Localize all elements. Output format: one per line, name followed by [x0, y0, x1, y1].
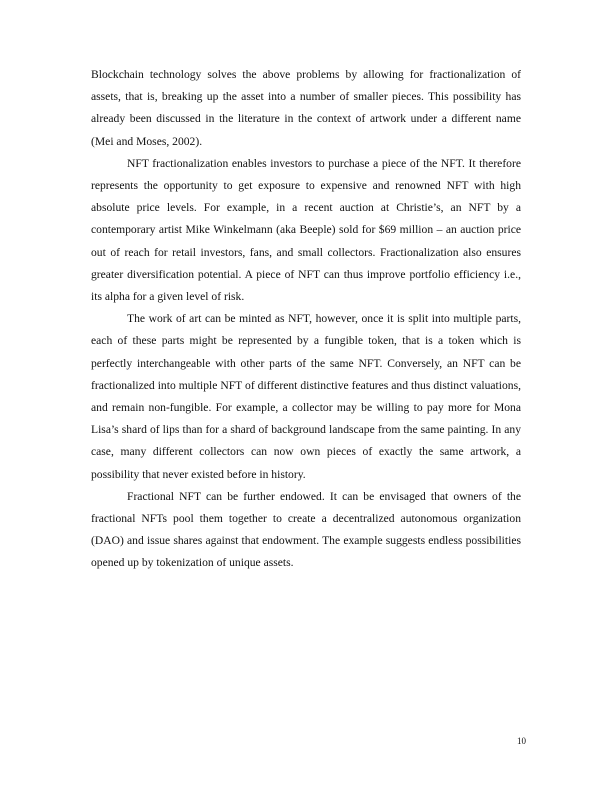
paragraph-endowment: Fractional NFT can be further endowed. It can be envisaged that owners of the fractional NFTs pool them together to create a decentralized autonomous organization (DAO) and issue shares against that endowment. The example suggests endless possibilities opened up by tokenization of unique assets. — [91, 489, 521, 570]
body-text — [91, 64, 521, 575]
paragraph-nft-fractionalization: NFT fractionalization enables investors to purchase a piece of the NFT. It therefore represents the opportunity to get exposure to expensive and renowned NFT with high absolute price levels. For example, in a recent auction at Christie’s, an NFT by a contemporary artist Mike Winkelmann (aka Beeple) sold for $69 million – an auction price out of reach for retail investors, fans, and small collectors. Fractionalization also ensures greater diversification potential. A piece of NFT can thus improve portfolio efficiency i.e., its alpha for a given level of risk. — [91, 156, 521, 304]
paragraph-fractionalization-intro: Blockchain technology solves the above problems by allowing for fractionalization of assets, that is, breaking up the asset into a number of smaller pieces. This possibility has already been discussed in the literature in the context of artwork under a different name (Mei and Moses, 2002). — [91, 68, 521, 148]
page-number: 10 — [517, 736, 526, 746]
paragraph-fungibility: The work of art can be minted as NFT, however, once it is split into multiple parts, each of these parts might be represented by a fungible token, that is a token which is perfectly interchangeable with other parts of the same NFT. Conversely, an NFT can be fractionalized into multiple NFT of different distinctive features and thus distinct valuations, and remain non-fungible. For example, a collector may be willing to pay more for Mona Lisa’s shard of lips than for a shard of background landscape from the same painting. In any case, many different collectors can now own pieces of exactly the same artwork, a possibility that never existed before in history. — [91, 312, 521, 481]
